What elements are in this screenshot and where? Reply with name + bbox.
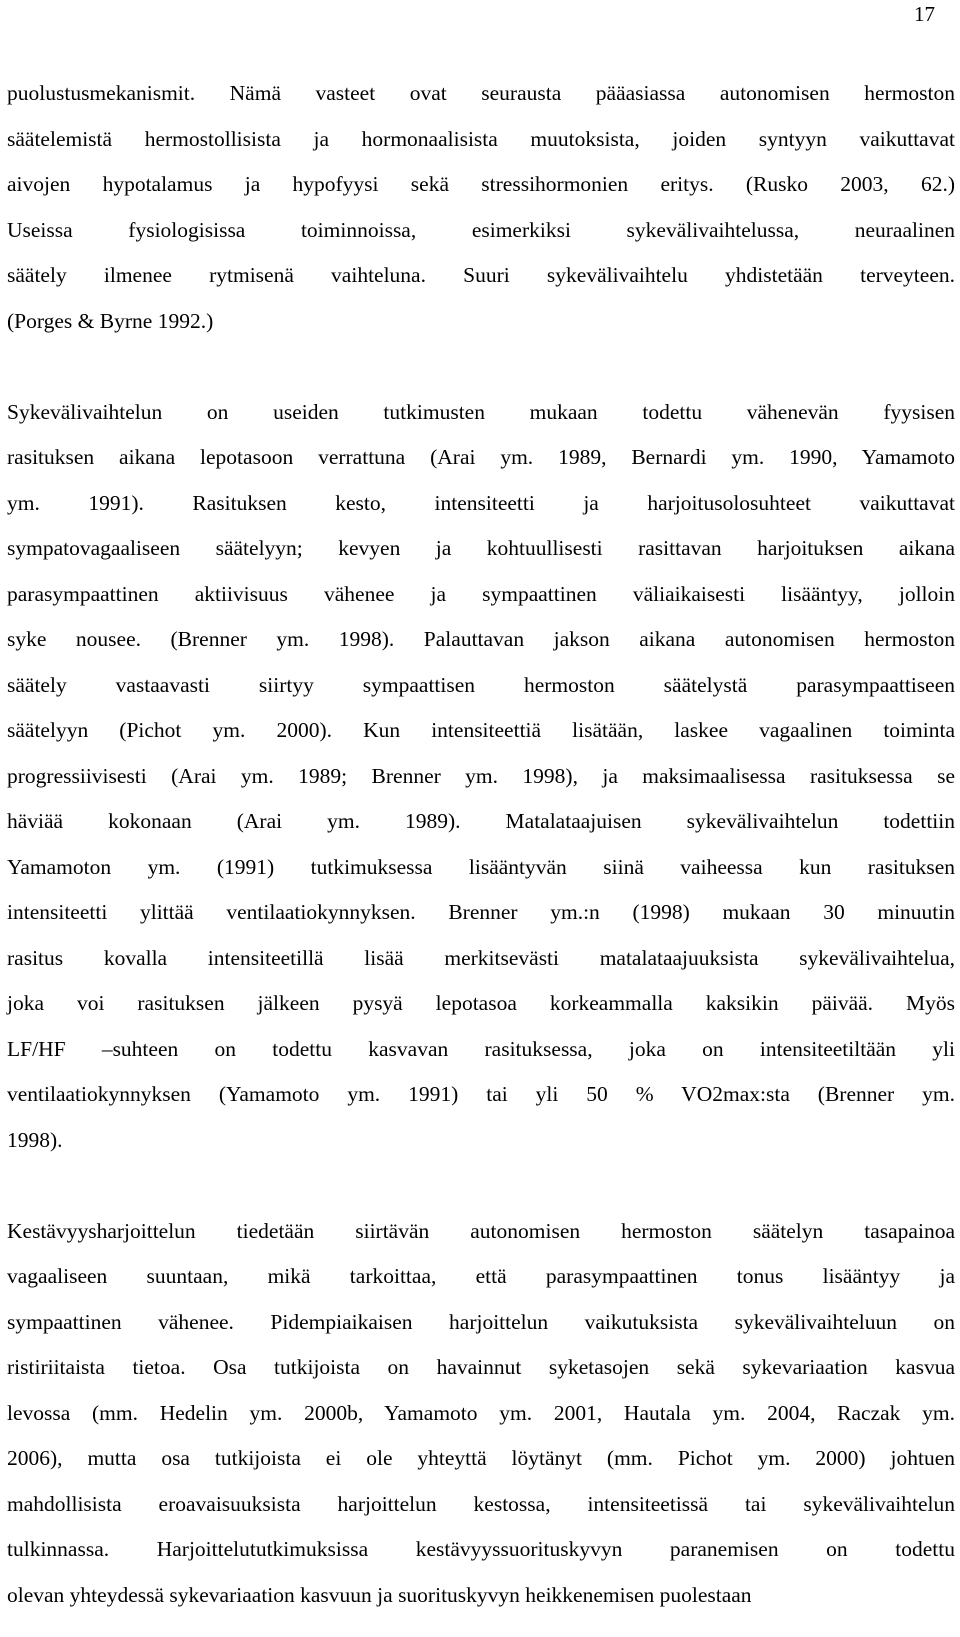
text-line: mahdollisista eroavaisuuksista harjoittelun kestossa, intensiteetissä tai sykevälivaihtelun [7, 1491, 955, 1516]
text-line: progressiivisesti (Arai ym. 1989; Brenner ym. 1998), ja maksimaalisessa rasituksessa se [7, 763, 955, 788]
text-line: levossa (mm. Hedelin ym. 2000b, Yamamoto ym. 2001, Hautala ym. 2004, Raczak ym. [7, 1400, 955, 1425]
text-line: rasitus kovalla intensiteetillä lisää merkitsevästi matalataajuuksista sykevälivaihtelua, [7, 945, 955, 970]
text-line: sympatovagaaliseen säätelyyn; kevyen ja kohtuullisesti rasittavan harjoituksen aikana [7, 536, 955, 560]
text-line: säätely ilmenee rytmisenä vaihteluna. Suuri sykevälivaihtelu yhdistetään terveyteen. [7, 263, 955, 287]
text-line: rasituksen aikana lepotasoon verrattuna (Arai ym. 1989, Bernardi ym. 1990, Yamamoto [7, 445, 955, 469]
paragraph [7, 1209, 955, 1619]
text-line: ym. 1991). Rasituksen kesto, intensiteetti ja harjoitusolosuhteet vaikuttavat [7, 490, 955, 515]
text-line: aivojen hypotalamus ja hypofyysi sekä stressihormonien eritys. (Rusko 2003, 62.) [7, 172, 955, 196]
paragraph [7, 390, 955, 1164]
document-body [7, 71, 955, 1618]
text-line: joka voi rasituksen jälkeen pysyä lepotasoa korkeammalla kaksikin päivää. Myös [7, 991, 955, 1015]
text-line: puolustusmekanismit. Nämä vasteet ovat seurausta pääasiassa autonomisen hermoston [7, 81, 955, 105]
text-line: 1998). [7, 1127, 63, 1152]
text-line: Sykevälivaihtelun on useiden tutkimusten mukaan todettu vähenevän fyysisen [7, 399, 955, 424]
text-line: intensiteetti ylittää ventilaatiokynnyksen. Brenner ym.:n (1998) mukaan 30 minuutin [7, 900, 955, 924]
text-line: LF/HF –suhteen on todettu kasvavan rasituksessa, joka on intensiteetiltään yli [7, 1036, 955, 1061]
text-line: vagaaliseen suuntaan, mikä tarkoittaa, että parasympaattinen tonus lisääntyy ja [7, 1264, 955, 1288]
text-line: 2006), mutta osa tutkijoista ei ole yhteyttä löytänyt (mm. Pichot ym. 2000) johtuen [7, 1446, 955, 1470]
text-line: (Porges & Byrne 1992.) [7, 308, 214, 333]
text-line: tulkinnassa. Harjoittelututkimuksissa kestävyyssuorituskyvyn paranemisen on todettu [7, 1537, 955, 1561]
text-line: säätelemistä hermostollisista ja hormonaalisista muutoksista, joiden syntyyn vaikuttavat [7, 126, 955, 151]
text-line: ristiriitaista tietoa. Osa tutkijoista on havainnut syketasojen sekä sykevariaation kasvua [7, 1355, 955, 1379]
text-line: sympaattinen vähenee. Pidempiaikaisen harjoittelun vaikutuksista sykevälivaihteluun on [7, 1309, 955, 1334]
text-line: ventilaatiokynnyksen (Yamamoto ym. 1991) tai yli 50 % VO2max:sta (Brenner ym. [7, 1082, 955, 1106]
text-line: Kestävyysharjoittelun tiedetään siirtävän autonomisen hermoston säätelyn tasapainoa [7, 1218, 955, 1243]
text-line: olevan yhteydessä sykevariaation kasvuun ja suorituskyvyn heikkenemisen puolestaan [7, 1582, 752, 1607]
text-line: Yamamoton ym. (1991) tutkimuksessa lisääntyvän siinä vaiheessa kun rasituksen [7, 854, 955, 879]
text-line: säätelyyn (Pichot ym. 2000). Kun intensiteettiä lisätään, laskee vagaalinen toiminta [7, 718, 955, 742]
text-line: häviää kokonaan (Arai ym. 1989). Matalataajuisen sykevälivaihtelun todettiin [7, 809, 955, 833]
paragraph [7, 71, 955, 344]
text-line: säätely vastaavasti siirtyy sympaattisen hermoston säätelystä parasympaattiseen [7, 672, 955, 697]
text-line: syke nousee. (Brenner ym. 1998). Palauttavan jakson aikana autonomisen hermoston [7, 627, 955, 651]
page-number: 17 [914, 2, 935, 26]
text-line: Useissa fysiologisissa toiminnoissa, esimerkiksi sykevälivaihtelussa, neuraalinen [7, 217, 955, 242]
text-line: parasympaattinen aktiivisuus vähenee ja sympaattinen väliaikaisesti lisääntyy, jolloin [7, 581, 955, 606]
